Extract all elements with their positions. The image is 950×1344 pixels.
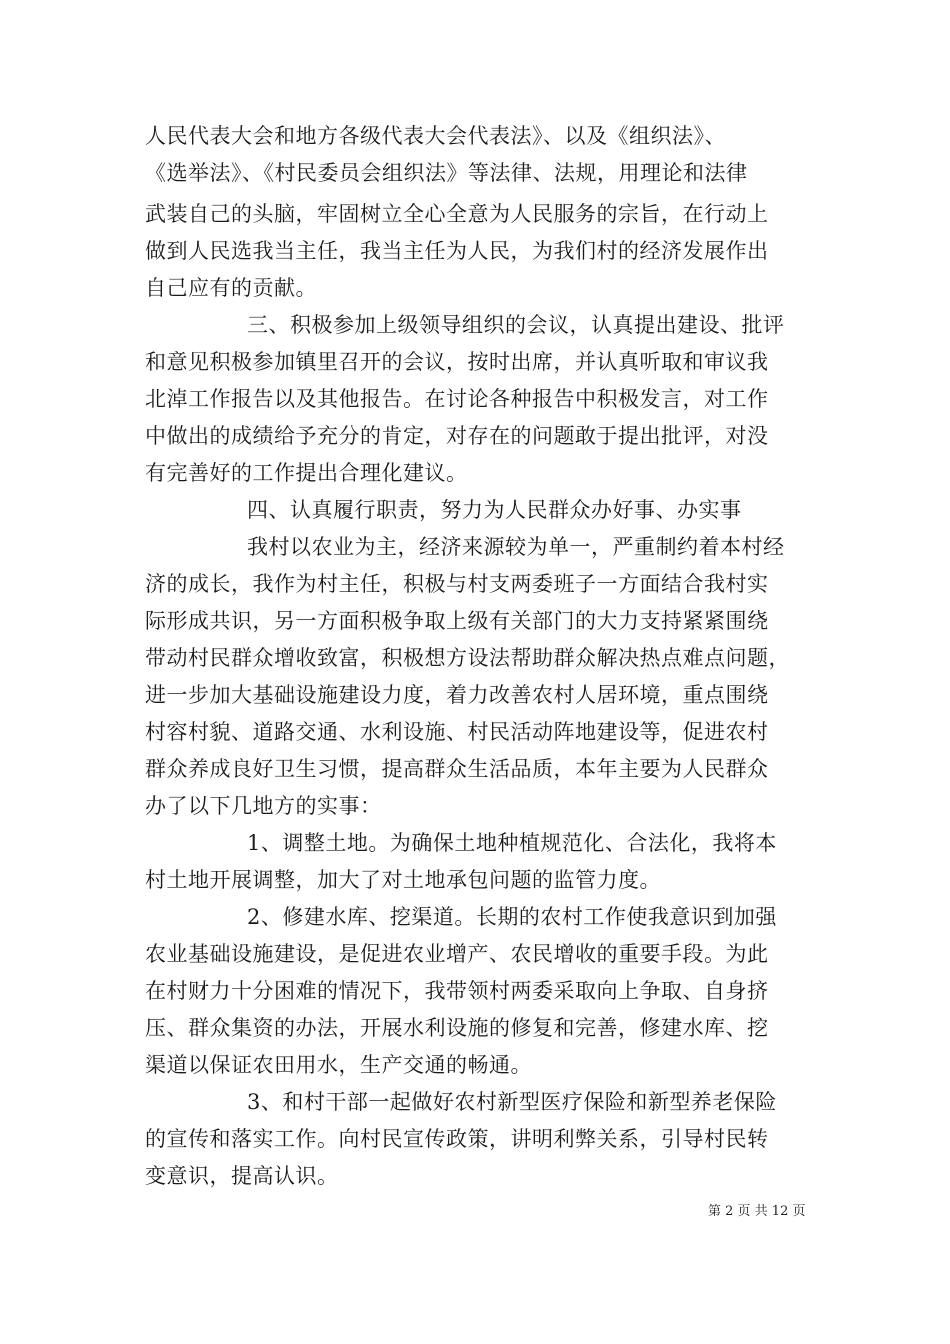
body-text-line: 有完善好的工作提出合理化建议。 <box>145 461 468 485</box>
body-text-line: 群众养成良好卫生习惯，提高群众生活品质，本年主要为人民群众 <box>145 757 769 781</box>
page-number-footer: 第 2 页 共 12 页 <box>708 1204 806 1219</box>
body-text-line: 际形成共识，另一方面积极争取上级有关部门的大力支持紧紧围绕 <box>145 609 769 633</box>
body-text-line: 带动村民群众增收致富，积极想方设法帮助群众解决热点难点问题， <box>145 646 790 670</box>
body-text-line: 和意见积极参加镇里召开的会议，按时出席，并认真听取和审议我 <box>145 350 769 374</box>
section-heading-3: 三、积极参加上级领导组织的会议，认真提出建设、批评 <box>247 313 785 337</box>
body-text-line: 变意识，提高认识。 <box>145 1164 339 1188</box>
body-text-line: 济的成长，我作为村主任，积极与村支两委班子一方面结合我村实 <box>145 572 769 596</box>
body-text-line: 做到人民选我当主任，我当主任为人民，为我们村的经济发展作出 <box>145 239 769 263</box>
paragraph-start: 我村以农业为主，经济来源较为单一，严重制约着本村经 <box>247 535 785 559</box>
list-item-2: 2、修建水库、挖渠道。长期的农村工作使我意识到加强 <box>247 905 777 929</box>
list-item-1: 1、调整土地。为确保土地种植规范化、合法化，我将本 <box>247 831 777 855</box>
body-text-line: 渠道以保证农田用水，生产交通的畅通。 <box>145 1053 532 1077</box>
body-text-line: 的宣传和落实工作。向村民宣传政策，讲明利弊关系，引导村民转 <box>145 1127 769 1151</box>
body-text-line: 农业基础设施建设，是促进农业增产、农民增收的重要手段。为此 <box>145 942 769 966</box>
body-text-line: 武装自己的头脑，牢固树立全心全意为人民服务的宗旨，在行动上 <box>145 202 769 226</box>
body-text-line: 在村财力十分困难的情况下，我带领村两委采取向上争取、自身挤 <box>145 979 769 1003</box>
body-text-line: 村土地开展调整，加大了对土地承包问题的监管力度。 <box>145 868 661 892</box>
body-text-line: 自己应有的贡献。 <box>145 276 317 300</box>
section-heading-4: 四、认真履行职责，努力为人民群众办好事、办实事 <box>247 498 742 522</box>
body-text-line: 村容村貌、道路交通、水利设施、村民活动阵地建设等，促进农村 <box>145 720 769 744</box>
body-text-line: 北淖工作报告以及其他报告。在讨论各种报告中积极发言，对工作 <box>145 387 769 411</box>
body-text-line: 压、群众集资的办法，开展水利设施的修复和完善，修建水库、挖 <box>145 1016 769 1040</box>
body-text-line: 人民代表大会和地方各级代表大会代表法》、以及《组织法》、 <box>145 124 726 148</box>
body-text-line: 《选举法》、《村民委员会组织法》等法律、法规，用理论和法律 <box>145 161 748 185</box>
list-item-3: 3、和村干部一起做好农村新型医疗保险和新型养老保险 <box>247 1090 777 1114</box>
body-text-line: 中做出的成绩给予充分的肯定，对存在的问题敢于提出批评，对没 <box>145 424 769 448</box>
body-text-line: 进一步加大基础设施建设力度，着力改善农村人居环境，重点围绕 <box>145 683 769 707</box>
body-text-line: 办了以下几地方的实事： <box>145 794 382 818</box>
